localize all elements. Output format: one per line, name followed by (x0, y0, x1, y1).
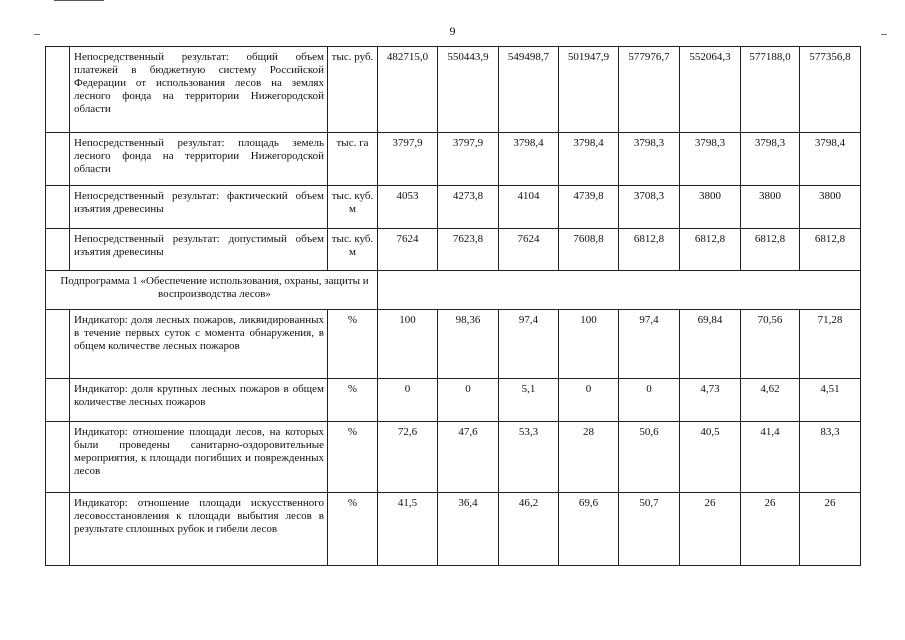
row-value: 577188,0 (741, 47, 800, 133)
row-value: 72,6 (378, 422, 438, 493)
row-blank-cell (46, 133, 70, 186)
row-value: 3800 (680, 186, 741, 229)
row-value: 7623,8 (438, 229, 499, 271)
row-blank-cell (46, 310, 70, 379)
row-value: 70,56 (741, 310, 800, 379)
row-value: 40,5 (680, 422, 741, 493)
row-value: 3798,3 (680, 133, 741, 186)
row-blank-cell (46, 379, 70, 422)
row-value: 100 (378, 310, 438, 379)
row-value: 3798,4 (559, 133, 619, 186)
page-number: 9 (449, 24, 456, 38)
row-value: 3797,9 (438, 133, 499, 186)
row-value: 41,5 (378, 493, 438, 566)
table-row (46, 310, 861, 379)
row-label: Индикатор: отношение площади лесов, на которых были проведены санитарно-оздоровительные мероприятия, к площади погибших и поврежденных лесов (70, 422, 328, 493)
row-value: 3708,3 (619, 186, 680, 229)
row-unit: тыс. куб. м (328, 229, 378, 271)
row-value: 69,6 (559, 493, 619, 566)
subprogram-title: Подпрограмма 1 «Обеспечение использования, охраны, защиты и воспроизводства лесов» (46, 271, 378, 310)
margin-mark-left (34, 34, 40, 35)
row-unit: % (328, 422, 378, 493)
row-value: 69,84 (680, 310, 741, 379)
row-value: 50,7 (619, 493, 680, 566)
row-value: 3798,4 (800, 133, 861, 186)
row-value: 46,2 (499, 493, 559, 566)
row-value: 4,62 (741, 379, 800, 422)
row-value: 552064,3 (680, 47, 741, 133)
table-row (46, 47, 861, 133)
row-value: 6812,8 (619, 229, 680, 271)
table-row (46, 229, 861, 271)
row-value: 97,4 (499, 310, 559, 379)
row-value: 3798,4 (499, 133, 559, 186)
row-value: 83,3 (800, 422, 861, 493)
row-value: 6812,8 (680, 229, 741, 271)
row-value: 3800 (741, 186, 800, 229)
row-value: 53,3 (499, 422, 559, 493)
row-value: 0 (619, 379, 680, 422)
row-unit: тыс. руб. (328, 47, 378, 133)
table-row (46, 379, 861, 422)
row-value: 4104 (499, 186, 559, 229)
row-value: 577356,8 (800, 47, 861, 133)
row-value: 71,28 (800, 310, 861, 379)
row-blank-cell (46, 186, 70, 229)
row-value: 26 (680, 493, 741, 566)
row-label: Индикатор: отношение площади искусственного лесовосстановления к площади выбытия лесов в результате сплошных рубок и гибели лесов (70, 493, 328, 566)
row-label: Непосредственный результат: площадь земель лесного фонда на территории Нижегородской области (70, 133, 328, 186)
row-value: 550443,9 (438, 47, 499, 133)
row-value: 4053 (378, 186, 438, 229)
row-value: 100 (559, 310, 619, 379)
row-value: 3798,3 (619, 133, 680, 186)
row-value: 482715,0 (378, 47, 438, 133)
row-unit: % (328, 493, 378, 566)
row-value: 0 (438, 379, 499, 422)
row-blank-cell (46, 47, 70, 133)
row-value: 549498,7 (499, 47, 559, 133)
row-label: Непосредственный результат: допустимый объем изъятия древесины (70, 229, 328, 271)
table-body-subprogram (46, 271, 861, 310)
row-value: 97,4 (619, 310, 680, 379)
row-value: 3800 (800, 186, 861, 229)
row-value: 0 (559, 379, 619, 422)
margin-mark-right (881, 34, 887, 35)
row-value: 0 (378, 379, 438, 422)
table-row (46, 133, 861, 186)
row-value: 50,6 (619, 422, 680, 493)
row-value: 4273,8 (438, 186, 499, 229)
row-unit: тыс. куб. м (328, 186, 378, 229)
row-value: 4739,8 (559, 186, 619, 229)
indicators-table (45, 46, 861, 566)
top-rule (54, 0, 104, 1)
subprogram-blank-cell (378, 271, 861, 310)
row-value: 7624 (499, 229, 559, 271)
table-row (46, 493, 861, 566)
row-label: Индикатор: доля крупных лесных пожаров в общем количестве лесных пожаров (70, 379, 328, 422)
row-unit: % (328, 379, 378, 422)
row-value: 577976,7 (619, 47, 680, 133)
row-label: Непосредственный результат: фактический объем изъятия древесины (70, 186, 328, 229)
row-value: 26 (741, 493, 800, 566)
subprogram-row (46, 271, 861, 310)
row-value: 5,1 (499, 379, 559, 422)
row-value: 3798,3 (741, 133, 800, 186)
row-blank-cell (46, 229, 70, 271)
row-label: Непосредственный результат: общий объем платежей в бюджетную систему Российской Федерации от использования лесов на землях лесного фонда на территории Нижегородской области (70, 47, 328, 133)
table-body-indicators (46, 310, 861, 566)
row-value: 7624 (378, 229, 438, 271)
row-value: 501947,9 (559, 47, 619, 133)
row-value: 4,73 (680, 379, 741, 422)
row-value: 98,36 (438, 310, 499, 379)
row-value: 3797,9 (378, 133, 438, 186)
row-value: 47,6 (438, 422, 499, 493)
row-value: 6812,8 (741, 229, 800, 271)
row-value: 26 (800, 493, 861, 566)
row-value: 4,51 (800, 379, 861, 422)
row-blank-cell (46, 422, 70, 493)
table-row (46, 422, 861, 493)
row-value: 41,4 (741, 422, 800, 493)
row-unit: тыс. га (328, 133, 378, 186)
table-row (46, 186, 861, 229)
row-value: 6812,8 (800, 229, 861, 271)
row-label: Индикатор: доля лесных пожаров, ликвидированных в течение первых суток с момента обнаружения, в общем количестве лесных пожаров (70, 310, 328, 379)
row-blank-cell (46, 493, 70, 566)
table-body-results (46, 47, 861, 271)
row-value: 28 (559, 422, 619, 493)
row-value: 7608,8 (559, 229, 619, 271)
row-value: 36,4 (438, 493, 499, 566)
row-unit: % (328, 310, 378, 379)
